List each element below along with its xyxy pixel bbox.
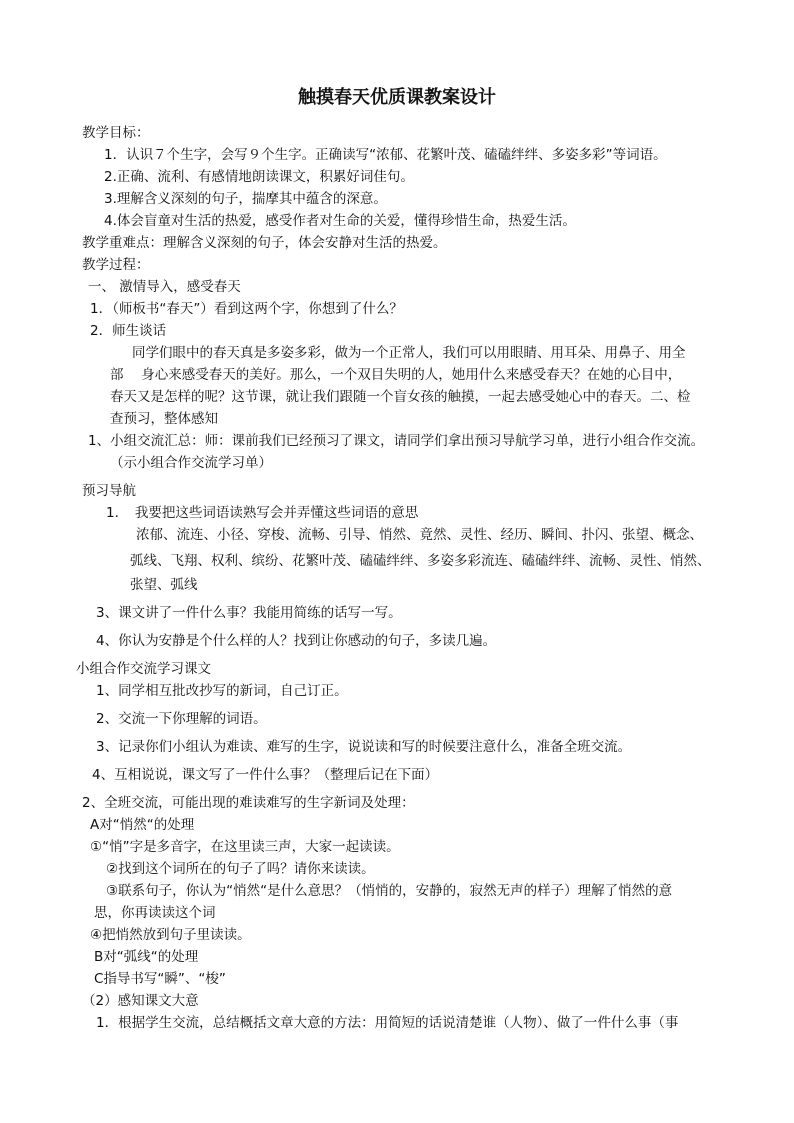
vocabulary-line: 张望、弧线 [130, 577, 198, 593]
vocabulary-line: 弧线、飞翔、权利、缤纷、花繁叶茂、磕磕绊绊、多姿多彩流连、磕磕绊绊、流畅、灵性、悄然、 [130, 553, 711, 569]
group-study-item-3: 3、记录你们小组认为难读、难写的生字，说说读和写的时候要注意什么，准备全班交流。 [96, 739, 632, 755]
section-heading-objectives: 教学目标： [82, 125, 150, 141]
preview-item-4: 4、你认为安静是个什么样的人？找到让你感动的句子，多读几遍。 [96, 633, 497, 649]
section-2-heading: （2）感知课文大意 [82, 993, 199, 1009]
group-study-item-1: 1、同学相互批改抄写的新词，自己订正。 [96, 683, 348, 699]
group-study-item-4: 4、互相说说，课文写了一件什么事？（整理后记在下面） [92, 767, 439, 783]
class-exchange-heading: 2、全班交流，可能出现的难读难写的生字新词及处理： [82, 795, 415, 811]
section-heading-key-points: 教学重难点：理解含义深刻的句子，体会安静对生活的热爱。 [82, 235, 447, 251]
document-title: 触摸春天优质课教案设计 [298, 87, 496, 108]
step-2-item-1-note: （示小组合作交流学习单） [110, 455, 272, 471]
preview-item-1: 1． 我要把这些词语读熟写会并弄懂这些词语的意思 [106, 505, 419, 521]
step-1-item-2: 2．师生谈话 [90, 323, 167, 339]
paragraph-line: 部 身心来感受春天的美好。那么，一个双目失明的人，她用什么来感受春天？在她的心目中， [110, 367, 682, 383]
paragraph-line: 春天又是怎样的呢？这节课，就让我们跟随一个盲女孩的触摸，一起去感受她心中的春天。二、检 [110, 389, 691, 405]
paragraph-line: 同学们眼中的春天真是多姿多彩，做为一个正常人，我们可以用眼睛、用耳朵、用鼻子、用全 [132, 345, 686, 361]
sub-item-c: C指导书写“瞬”、“梭” [94, 971, 226, 987]
paragraph-line: 查预习，整体感知 [110, 411, 218, 427]
preview-guide-heading: 预习导航 [82, 483, 136, 499]
sub-item-a-1: ①“悄”字是多音字，在这里读三声，大家一起读读。 [90, 839, 400, 855]
preview-item-3: 3、课文讲了一件什么事？我能用简练的话写一写。 [96, 605, 402, 621]
section-heading-process: 教学过程： [82, 257, 150, 273]
objective-1: 1．认识７个生字，会写９个生字。正确读写“浓郁、花繁叶茂、磕磕绊绊、多姿多彩”等词语。 [104, 147, 667, 163]
objective-2: 2.正确、流利、有感情地朗读课文，积累好词佳句。 [104, 169, 414, 185]
sub-item-a-4: ④把悄然放到句子里读读。 [90, 927, 251, 943]
sub-item-b: B对“弧线“的处理 [94, 949, 199, 965]
sub-item-a-3: ③联系句子，你认为“悄然“是什么意思？（悄悄的，安静的，寂然无声的样子）理解了悄然的意 [106, 883, 673, 899]
sub-item-a-2: ②找到这个词所在的句子了吗？请你来读读。 [106, 861, 375, 877]
group-study-heading: 小组合作交流学习课文 [76, 661, 211, 677]
sub-item-a-3-cont: 思，你再读读这个词 [94, 905, 216, 921]
step-2-item-1: 1、小组交流汇总：师：课前我们已经预习了课文，请同学们拿出预习导航学习单，进行小组合作交流。 [88, 433, 705, 449]
step-1-item-1: 1．（师板书“春天”）看到这两个字，你想到了什么？ [90, 301, 403, 317]
objective-3: 3.理解含义深刻的句子，揣摩其中蕴含的深意。 [104, 191, 387, 207]
step-1-heading: 一、 激情导入，感受春天 [88, 279, 241, 295]
group-study-item-2: 2、交流一下你理解的词语。 [96, 711, 267, 727]
vocabulary-line: 浓郁、流连、小径、穿梭、流畅、引导、悄然、竟然、灵性、经历、瞬间、扑闪、张望、概念、 [136, 527, 703, 543]
section-2-item-1: 1．根据学生交流，总结概括文章大意的方法：用简短的话说清楚谁（人物）、做了一件什么事（事 [96, 1015, 679, 1031]
objective-4: 4.体会盲童对生活的热爱，感受作者对生命的关爱，懂得珍惜生命，热爱生活。 [104, 213, 576, 229]
sub-item-a: A对“悄然“的处理 [90, 817, 195, 833]
